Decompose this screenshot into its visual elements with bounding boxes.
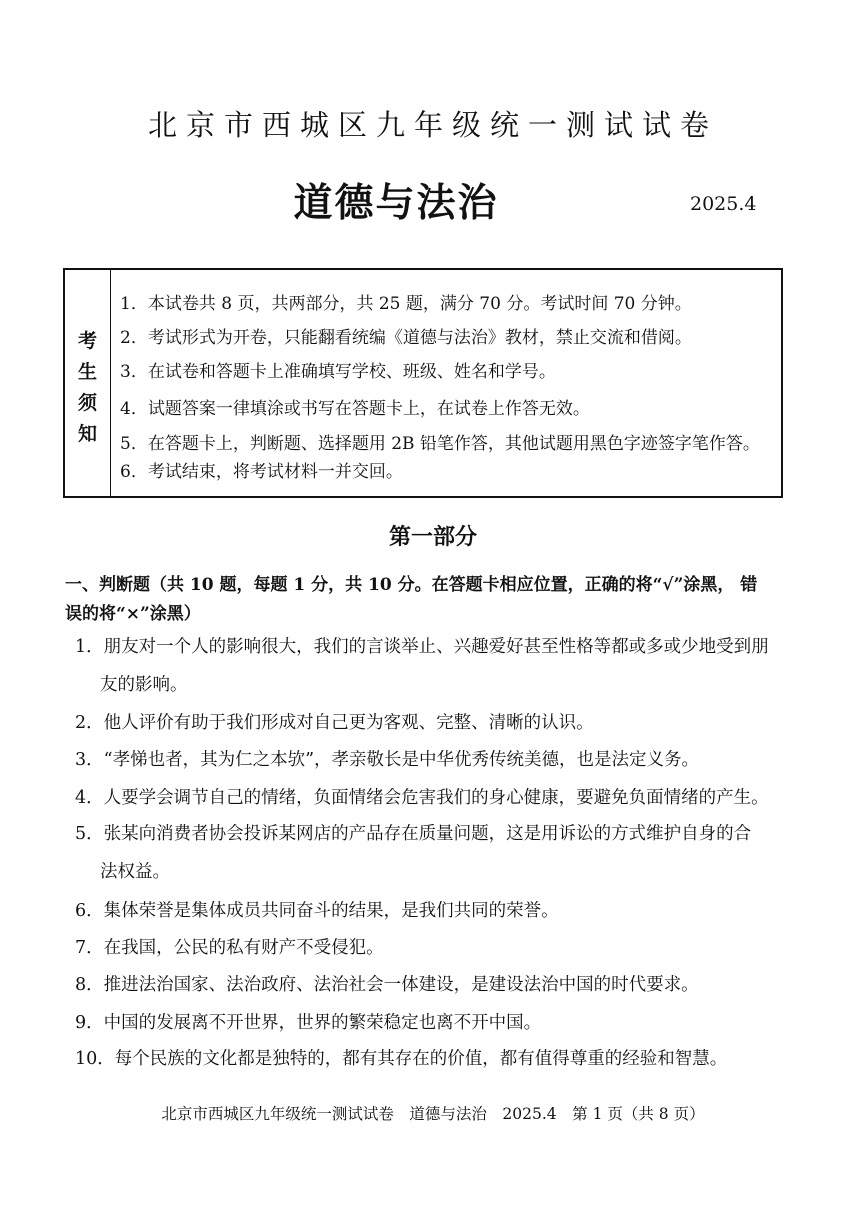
question-9: 9．中国的发展离不开世界，世界的繁荣稳定也离不开中国。 (75, 1013, 542, 1033)
question-8: 8．推进法治国家、法治政府、法治社会一体建设，是建设法治中国的时代要求。 (75, 975, 699, 995)
question-10: 10．每个民族的文化都是独特的，都有其存在的价值，都有值得尊重的经验和智慧。 (75, 1049, 728, 1069)
page-footer: 北京市西城区九年级统一测试试卷 道德与法治 2025.4 第 1 页（共 8 页） (161, 1105, 705, 1123)
notice-heading-char: 知 (77, 423, 97, 445)
question-1-cont: 友的影响。 (100, 675, 188, 695)
exam-title: 北京市西城区九年级统一测试试卷 (147, 108, 718, 142)
question-1: 1．朋友对一个人的影响很大，我们的言谈举止、兴趣爱好甚至性格等都或多或少地受到朋 (75, 637, 769, 657)
notice-item: 1．本试卷共 8 页，共两部分，共 25 题，满分 70 分。考试时间 70 分钟。 (120, 294, 692, 314)
part-title: 第一部分 (388, 524, 477, 550)
question-7: 7．在我国，公民的私有财产不受侵犯。 (75, 938, 384, 958)
notice-item: 2．考试形式为开卷，只能翻看统编《道德与法治》教材，禁止交流和借阅。 (120, 328, 692, 348)
candidate-notice-box (63, 268, 783, 498)
notice-item: 3．在试卷和答题卡上准确填写学校、班级、姓名和学号。 (120, 362, 556, 382)
notice-heading-char: 考 (77, 330, 97, 352)
notice-heading-char: 须 (77, 392, 97, 414)
notice-heading-char: 生 (77, 361, 97, 383)
notice-item: 5．在答题卡上，判断题、选择题用 2B 铅笔作答，其他试题用黑色字迹签字笔作答。 (120, 434, 760, 454)
notice-item: 4．试题答案一律填涂或书写在答题卡上，在试卷上作答无效。 (120, 399, 590, 419)
notice-item: 6．考试结束，将考试材料一并交回。 (120, 462, 403, 482)
question-6: 6．集体荣誉是集体成员共同奋斗的结果，是我们共同的荣誉。 (75, 901, 559, 921)
question-5: 5．张某向消费者协会投诉某网店的产品存在质量问题，这是用诉讼的方式维护自身的合 (75, 824, 752, 844)
question-2: 2．他人评价有助于我们形成对自己更为客观、完整、清晰的认识。 (75, 713, 594, 733)
notice-heading (65, 270, 111, 496)
section-heading-cont: 误的将“×”涂黑） (65, 604, 201, 624)
question-5-cont: 法权益。 (100, 862, 170, 882)
subject-title: 道德与法治 (293, 180, 499, 226)
section-heading: 一、判断题（共 10 题，每题 1 分，共 10 分。在答题卡相应位置，正确的将“√”涂黑， 错 (65, 575, 758, 595)
question-4: 4．人要学会调节自己的情绪，负面情绪会危害我们的身心健康，要避免负面情绪的产生。 (75, 788, 769, 808)
question-3: 3．“孝悌也者，其为仁之本欤”，孝亲敬长是中华优秀传统美德，也是法定义务。 (75, 750, 700, 770)
exam-date: 2025.4 (690, 193, 757, 215)
